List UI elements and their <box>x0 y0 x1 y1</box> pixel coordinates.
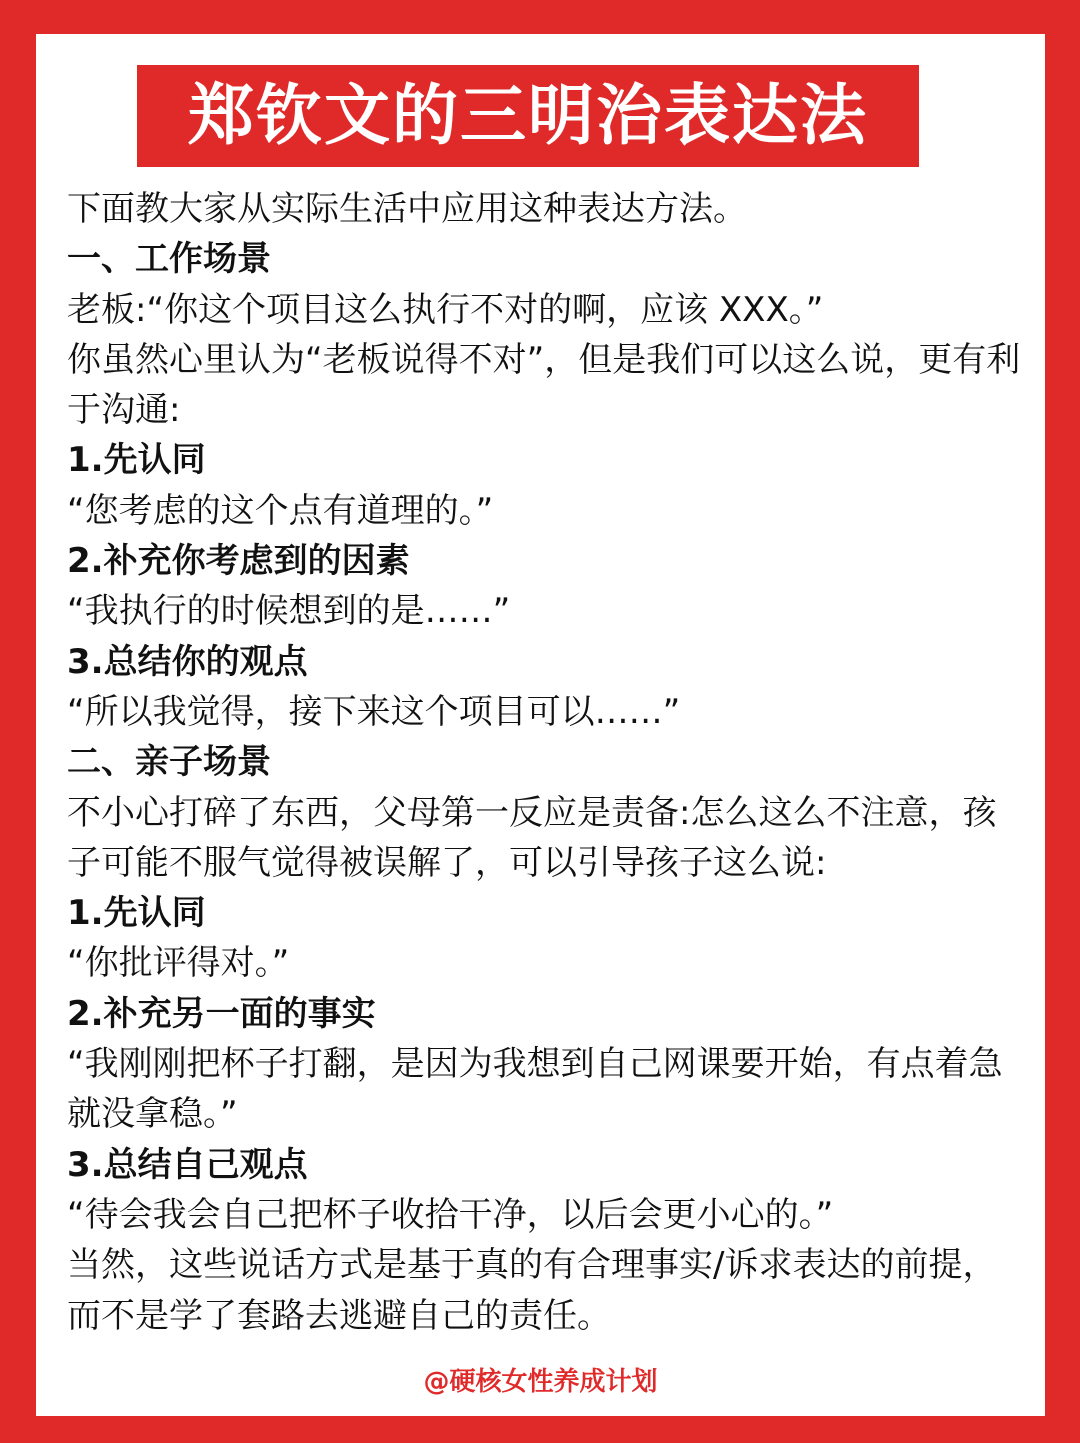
intro-text: 下面教大家从实际生活中应用这种表达方法。 <box>67 189 747 229</box>
work-explanation: 你虽然心里认为“老板说得不对”，但是我们可以这么说，更有利于沟通: <box>67 339 1021 431</box>
parenting-step1-quote: “你批评得对。” <box>67 943 290 984</box>
content-card <box>36 34 1045 1416</box>
work-step2-quote: “我执行的时候想到的是……” <box>67 591 511 632</box>
page-title: 郑钦文的三明治表达法 <box>188 77 868 154</box>
work-step2-title: 2.补充你考虑到的因素 <box>67 541 410 582</box>
parenting-explanation: 不小心打碎了东西，父母第一反应是责备:怎么这么不注意，孩子可能不服气觉得被误解了，可以引导孩子这么说: <box>67 792 997 883</box>
section-heading-parenting: 二、亲子场景 <box>67 742 271 783</box>
title-banner <box>137 65 919 167</box>
parenting-step1-title: 1.先认同 <box>67 893 206 934</box>
article-body <box>67 184 1022 1341</box>
author-watermark: @硬核女性养成计划 <box>423 1367 658 1397</box>
section-heading-work: 一、工作场景 <box>67 239 271 280</box>
parenting-step2-quote: “我刚刚把杯子打翻，是因为我想到自己网课要开始，有点着急就没拿稳。” <box>67 1044 1003 1135</box>
work-boss-quote: 老板:“你这个项目这么执行不对的啊，应该 XXX。” <box>67 289 824 330</box>
conclusion-text: 当然，这些说话方式是基于真的有合理事实/诉求表达的前提，而不是学了套路去逃避自己的责任。 <box>67 1245 997 1336</box>
parenting-step3-quote: “待会我会自己把杯子收拾干净，以后会更小心的。” <box>67 1194 834 1235</box>
parenting-step3-title: 3.总结自己观点 <box>67 1144 308 1185</box>
work-step1-title: 1.先认同 <box>67 440 206 481</box>
work-step3-title: 3.总结你的观点 <box>67 641 308 682</box>
work-step3-quote: “所以我觉得，接下来这个项目可以……” <box>67 691 681 732</box>
work-step1-quote: “您考虑的这个点有道理的。” <box>67 490 494 531</box>
parenting-step2-title: 2.补充另一面的事实 <box>67 993 376 1034</box>
